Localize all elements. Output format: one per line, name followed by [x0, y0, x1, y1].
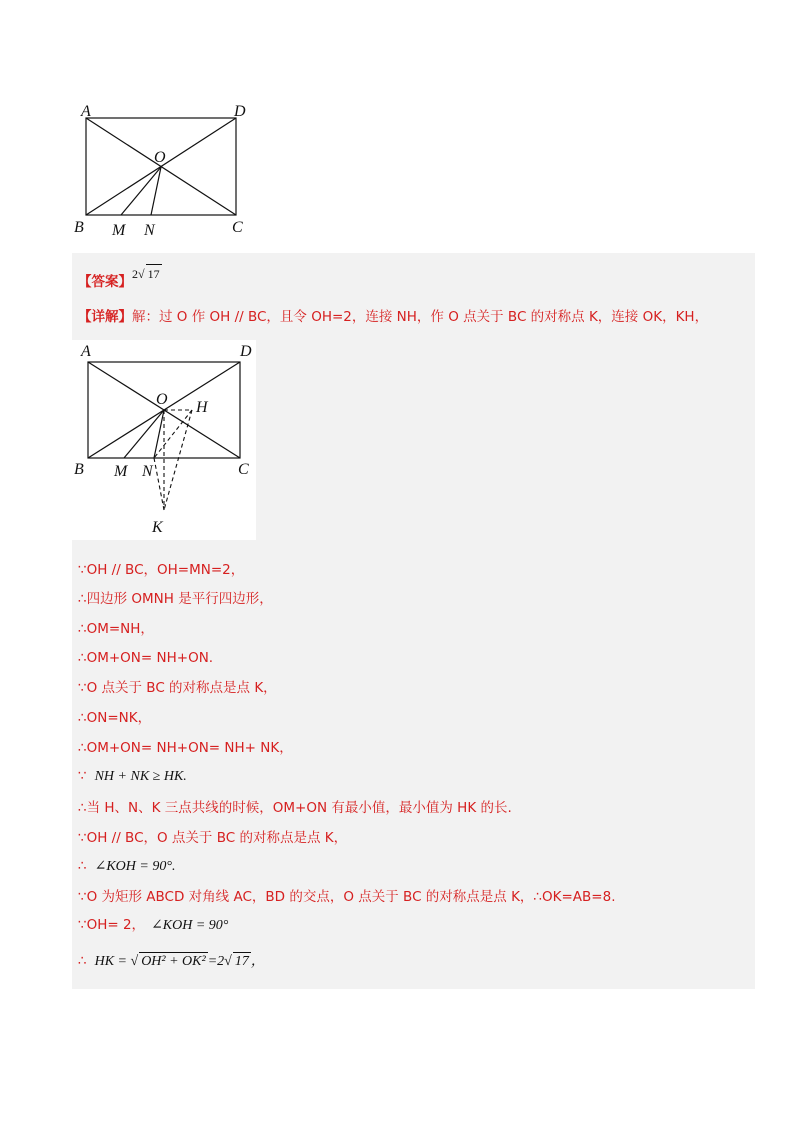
- figure-rectangle-2: [72, 340, 256, 540]
- step-9: ∴当 H、N、K 三点共线的时候，OM+ON 有最小值，最小值为 HK 的长.: [78, 800, 512, 816]
- label-D: D: [234, 103, 246, 120]
- answer-tag: 【答案】: [78, 274, 132, 290]
- step-14: ∴ HK = √ OH² + OK² =2√ 17 ，: [78, 953, 265, 969]
- angle-formula: ∠KOH = 90°: [94, 859, 172, 874]
- label-D2: D: [240, 343, 252, 360]
- answer-line: [78, 264, 162, 291]
- step-1: ∵OH // BC，OH=MN=2，: [78, 562, 245, 578]
- answer-value: 2√ 17: [132, 267, 162, 281]
- detail-line: [78, 308, 708, 326]
- step-5: ∵O 点关于 BC 的对称点是点 K，: [78, 680, 277, 696]
- figure-rectangle-1: [70, 100, 270, 242]
- step-10: ∵OH // BC，O 点关于 BC 的对称点是点 K，: [78, 830, 348, 846]
- label-M: M: [112, 222, 126, 239]
- step-11: ∴ ∠KOH = 90°.: [78, 858, 176, 874]
- label-A: A: [81, 103, 91, 120]
- hk-formula: HK = √ OH² + OK² =2√ 17: [94, 954, 249, 969]
- step-3: ∴OM=NH，: [78, 621, 154, 637]
- label-O: O: [154, 149, 166, 166]
- label-C: C: [232, 219, 243, 236]
- detail-text: 解：过 O 作 OH // BC，且令 OH=2，连接 NH，作 O 点关于 BC 的对称点 K，连接 OK，KH，: [132, 309, 709, 325]
- step-7: ∴OM+ON= NH+ON= NH+ NK，: [78, 740, 293, 756]
- label-B2: B: [74, 461, 84, 478]
- step-13: ∵OH= 2， ∠KOH = 90°: [78, 917, 229, 933]
- label-A2: A: [81, 343, 91, 360]
- step-12: ∵O 为矩形 ABCD 对角线 AC，BD 的交点，O 点关于 BC 的对称点是点 K，∴OK=AB=8.: [78, 889, 616, 905]
- detail-tag: 【详解】: [78, 309, 132, 325]
- label-K2: K: [152, 519, 163, 536]
- step-4: ∴OM+ON= NH+ON.: [78, 650, 214, 666]
- label-O2: O: [156, 391, 168, 408]
- label-N: N: [144, 222, 155, 239]
- label-N2: N: [142, 463, 153, 480]
- label-C2: C: [238, 461, 249, 478]
- label-H2: H: [196, 399, 208, 416]
- step-6: ∴ON=NK，: [78, 710, 152, 726]
- step-8: ∵ NH + NK ≥ HK.: [78, 768, 187, 784]
- step-2: ∴四边形 OMNH 是平行四边形，: [78, 591, 273, 607]
- label-B: B: [74, 219, 84, 236]
- label-M2: M: [114, 463, 128, 480]
- inequality-formula: NH + NK ≥ HK: [94, 769, 184, 784]
- angle-formula-2: ∠KOH = 90°: [151, 918, 229, 933]
